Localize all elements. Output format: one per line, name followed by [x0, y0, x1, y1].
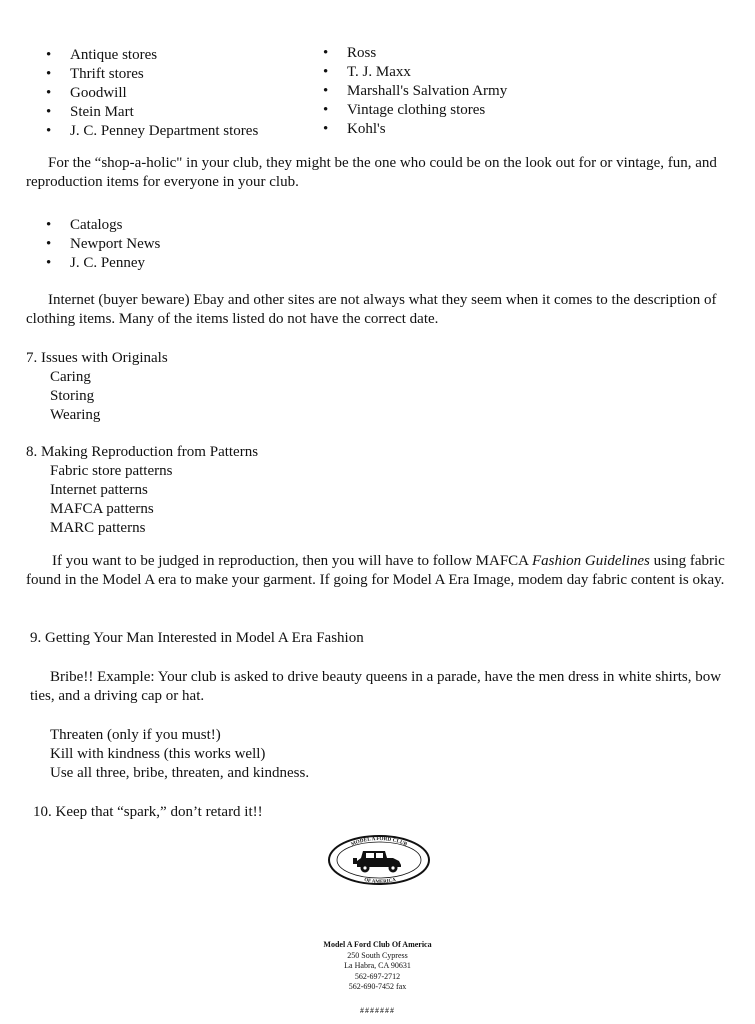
list-item: • J. C. Penney Department stores	[46, 122, 316, 141]
list-item: Use all three, bribe, threaten, and kindness.	[50, 765, 310, 781]
organization-name: Model A Ford Club Of America	[323, 940, 432, 949]
section-7-heading: 7. Issues with Originals	[26, 350, 168, 366]
list-item: • Thrift stores	[46, 65, 316, 84]
city-state-zip: La Habra, CA 90631	[344, 961, 411, 970]
section-7	[26, 349, 426, 425]
catalog-list	[46, 216, 296, 273]
reproduction-text-before: If you want to be judged in reproduction, then you will have to follow MAFCA	[52, 553, 532, 569]
tactics-list	[50, 726, 450, 783]
list-item: Wearing	[50, 407, 101, 423]
mafca-logo	[327, 834, 431, 886]
list-item: • Goodwill	[46, 84, 316, 103]
section-8-heading: 8. Making Reproduction from Patterns	[26, 444, 259, 460]
list-item: Fabric store patterns	[50, 463, 173, 479]
reproduction-paragraph	[26, 552, 740, 590]
section-10-heading: 10. Keep that “spark,” don’t retard it!!	[33, 804, 263, 820]
list-item: Threaten (only if you must!)	[50, 727, 221, 743]
fashion-guidelines-title: Fashion Guidelines	[531, 553, 650, 569]
list-item: • Kohl's	[323, 120, 553, 139]
logo-top-text: MODEL A FORD CLUB	[350, 835, 408, 848]
footer-marks: #######	[360, 1006, 395, 1015]
list-item: • T. J. Maxx	[323, 63, 553, 82]
list-item: • Stein Mart	[46, 103, 316, 122]
section-9-heading: 9. Getting Your Man Interested in Model A Era Fashion	[30, 630, 364, 646]
internet-paragraph: Internet (buyer beware) Ebay and other sites are not always what they seem when it comes to the description of clothing items. Many of the items listed do not have the correct date.	[26, 292, 717, 327]
list-item: • Antique stores	[46, 46, 316, 65]
list-item: MARC patterns	[50, 520, 146, 536]
list-item: • J. C. Penney	[46, 254, 296, 273]
store-list-left	[46, 46, 316, 141]
list-item: • Newport News	[46, 235, 296, 254]
list-item: Caring	[50, 369, 91, 385]
shopaholic-paragraph: For the “shop-a-holic" in your club, they might be the one who could be on the look out for or vintage, fun, and reproduction items for everyone in your club.	[26, 155, 717, 190]
reproduction-text-after: using fabric found in the Model A era to make your garment. If going for Model A Era Image, modem day fabric content is okay.	[26, 553, 725, 588]
street-address: 250 South Cypress	[347, 950, 408, 960]
list-item: • Catalogs	[46, 216, 296, 235]
store-list-right	[323, 44, 553, 139]
list-item: • Vintage clothing stores	[323, 101, 553, 120]
list-item: • Marshall's Salvation Army	[323, 82, 553, 101]
address-block	[290, 940, 465, 993]
logo-bottom-text: OF AMERICA	[363, 877, 397, 885]
fax-number: 562-690-7452 fax	[348, 982, 407, 991]
section-8	[26, 443, 426, 538]
list-item: Internet patterns	[50, 482, 148, 498]
list-item: Kill with kindness (this works well)	[50, 746, 266, 762]
list-item: • Ross	[323, 44, 553, 63]
bribe-paragraph: Bribe!! Example: Your club is asked to drive beauty queens in a parade, have the men dress in white shirts, bow ties, and a driving cap or hat.	[30, 669, 722, 704]
list-item: Storing	[50, 388, 95, 404]
list-item: MAFCA patterns	[50, 501, 154, 517]
phone-number: 562-697-2712	[354, 971, 401, 981]
